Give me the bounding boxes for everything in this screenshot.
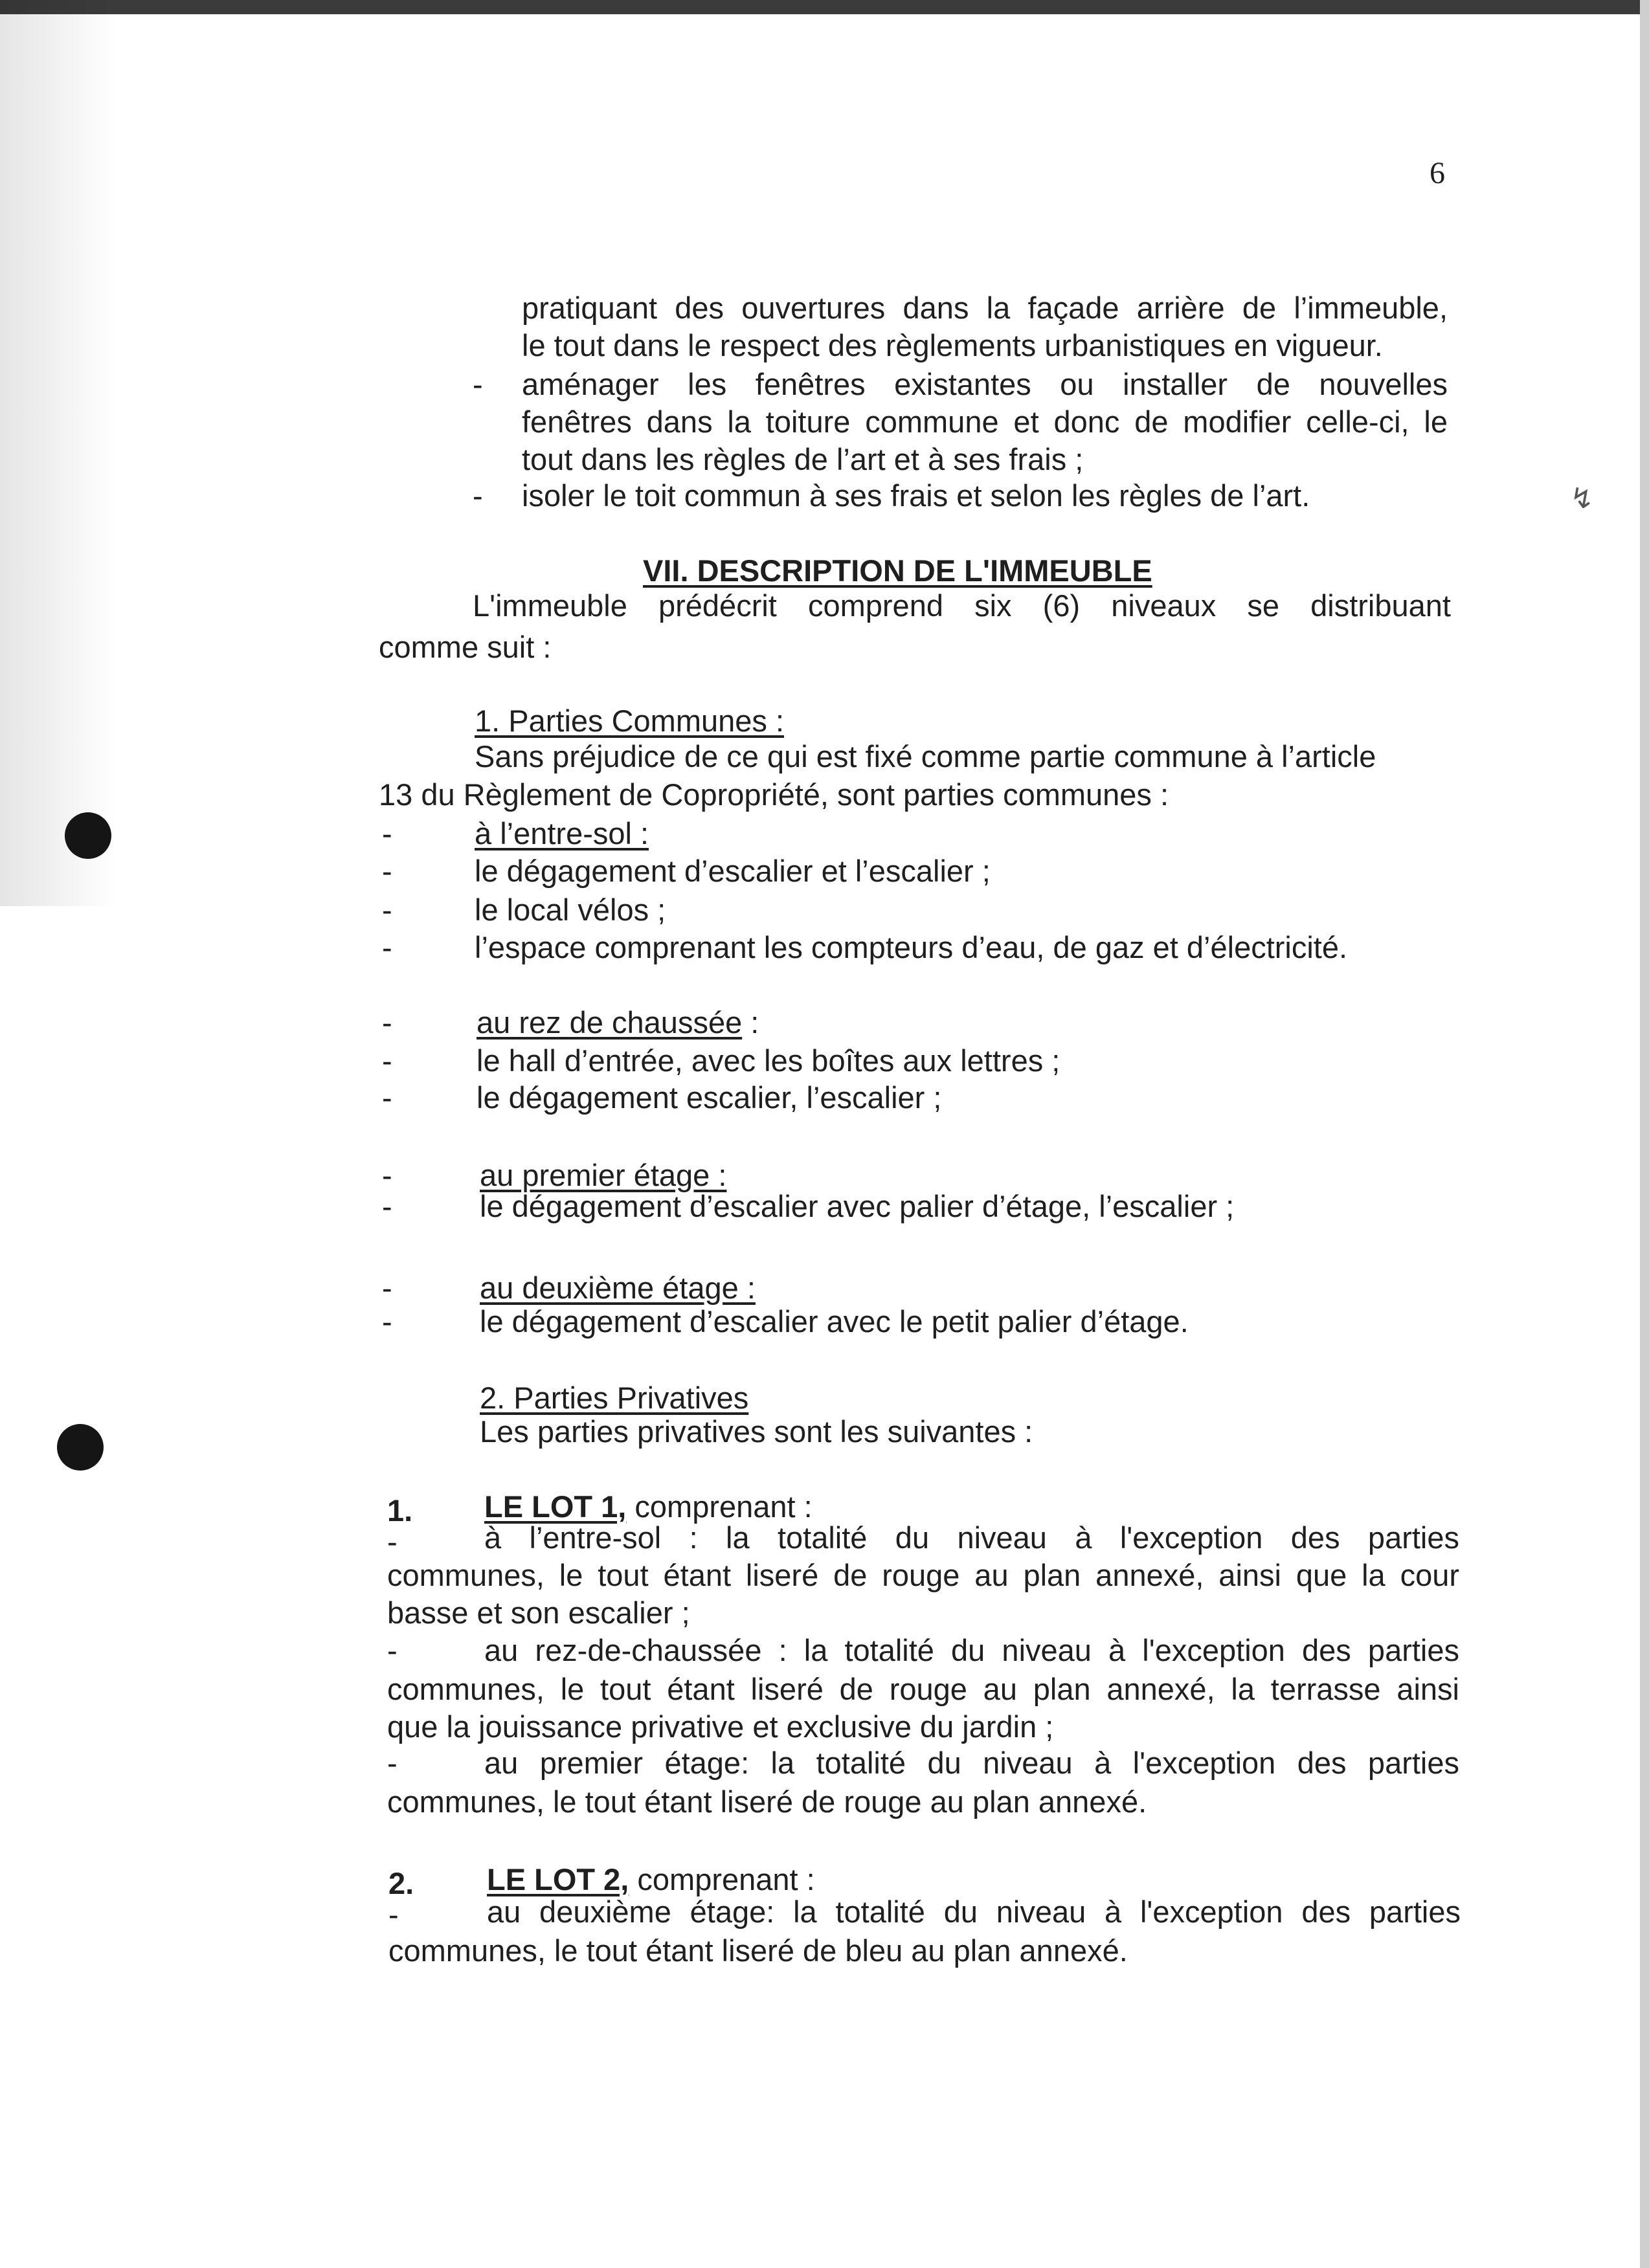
communes-level-entresol: à l’entre-sol : [475, 816, 649, 850]
lot-1-entry-3-line-1: au premier étage: la totalité du niveau à l'exception des parties [484, 1746, 1459, 1780]
list-dash: - [382, 1080, 392, 1115]
list-dash: - [382, 930, 392, 964]
list-dash: - [382, 1043, 392, 1078]
lot-2-name: LE LOT 2, [487, 1862, 629, 1896]
communes-item: le dégagement escalier, l’escalier ; [477, 1080, 942, 1115]
section-intro-line-1: L'immeuble prédécrit comprend six (6) niveaux se distribuant [473, 588, 1451, 623]
lot-1-number: 1. [387, 1493, 413, 1528]
margin-mark: ↯ [1570, 483, 1594, 515]
lot-1-entry-2-line-2: communes, le tout étant liseré de rouge au plan annexé, la terrasse ainsi [387, 1672, 1459, 1706]
communes-item: le hall d’entrée, avec les boîtes aux lettres ; [477, 1043, 1060, 1078]
communes-item: le dégagement d’escalier avec le petit palier d’étage. [480, 1304, 1189, 1339]
punch-hole-lower [57, 1424, 104, 1471]
list-dash: - [382, 1304, 392, 1339]
privatives-intro: Les parties privatives sont les suivantes : [480, 1414, 1033, 1449]
communes-level-premier: au premier étage : [480, 1158, 727, 1192]
lot-2-entry-1-line-2: communes, le tout étant liseré de bleu au plan annexé. [388, 1933, 1128, 1968]
lot-2-suffix: comprenant : [629, 1862, 815, 1896]
lot-1-name: LE LOT 1, [484, 1489, 627, 1524]
page-number: 6 [1430, 156, 1445, 190]
lot-1-entry-2-dash: - [387, 1633, 398, 1667]
communes-level-rdc-suffix: : [742, 1005, 759, 1040]
communes-item: le dégagement d’escalier et l’escalier ; [475, 854, 991, 888]
bullet-2-line-1: isoler le toit commun à ses frais et selon les règles de l’art. [522, 478, 1310, 513]
list-dash: - [382, 1158, 392, 1192]
lot-1-heading [484, 1491, 813, 1522]
bullet-1-line-3: tout dans les règles de l’art et à ses frais ; [522, 442, 1084, 476]
communes-item: l’espace comprenant les compteurs d’eau, de gaz et d’électricité. [475, 930, 1348, 964]
section-title: VII. DESCRIPTION DE L'IMMEUBLE [643, 553, 1152, 588]
lot-1-entry-1-line-2: communes, le tout étant liseré de rouge au plan annexé, ainsi que la cour [387, 1558, 1459, 1592]
list-dash: - [382, 816, 392, 850]
lot-2-entry-1-line-1: au deuxième étage: la totalité du niveau à l'exception des parties [487, 1895, 1461, 1929]
communes-level-deuxieme: au deuxième étage : [480, 1271, 756, 1305]
lot-1-suffix: comprenant : [626, 1489, 813, 1524]
communes-item: le dégagement d’escalier avec palier d’étage, l’escalier ; [480, 1189, 1235, 1223]
list-dash: - [382, 1271, 392, 1305]
section-intro-line-2: comme suit : [379, 630, 552, 664]
communes-heading: 1. Parties Communes : [475, 704, 785, 738]
communes-level-rdc-label: au rez de chaussée [477, 1005, 743, 1040]
communes-level-rdc [477, 1007, 759, 1038]
bullet-dash: - [473, 478, 483, 513]
communes-intro-line-2: 13 du Règlement de Copropriété, sont parties communes : [379, 777, 1169, 812]
lot-2-entry-1-dash: - [388, 1897, 399, 1931]
lot-1-entry-3-dash: - [387, 1746, 398, 1780]
punch-hole-upper [65, 812, 111, 859]
bullet-1-line-1: aménager les fenêtres existantes ou installer de nouvelles [522, 367, 1448, 401]
lot-1-entry-1-line-1: à l’entre-sol : la totalité du niveau à l'exception des parties [484, 1520, 1459, 1555]
list-dash: - [382, 854, 392, 888]
lot-2-heading [487, 1864, 815, 1895]
bullet-dash: - [473, 367, 483, 401]
list-dash: - [382, 1189, 392, 1223]
lot-2-number: 2. [388, 1866, 414, 1900]
list-dash: - [382, 1005, 392, 1040]
intro-line-1: pratiquant des ouvertures dans la façade arrière de l’immeuble, [522, 291, 1448, 325]
privatives-heading: 2. Parties Privatives [480, 1381, 749, 1415]
communes-item: le local vélos ; [475, 893, 666, 927]
bullet-1-line-2: fenêtres dans la toiture commune et donc de modifier celle-ci, le [522, 405, 1448, 439]
scan-top-edge [0, 0, 1649, 14]
lot-1-entry-2-line-3: que la jouissance privative et exclusive du jardin ; [387, 1709, 1054, 1744]
list-dash: - [382, 893, 392, 927]
scan-left-shadow [0, 0, 117, 906]
lot-1-entry-1-line-3: basse et son escalier ; [387, 1595, 690, 1630]
lot-1-entry-2-line-1: au rez-de-chaussée : la totalité du niveau à l'exception des parties [484, 1633, 1459, 1667]
lot-1-entry-3-line-2: communes, le tout étant liseré de rouge au plan annexé. [387, 1784, 1147, 1819]
communes-intro-line-1: Sans préjudice de ce qui est fixé comme partie commune à l’article [475, 739, 1376, 773]
scan-right-edge [1640, 0, 1649, 2268]
intro-line-2: le tout dans le respect des règlements urbanistiques en vigueur. [522, 328, 1383, 362]
lot-1-entry-1-dash: - [387, 1524, 398, 1559]
